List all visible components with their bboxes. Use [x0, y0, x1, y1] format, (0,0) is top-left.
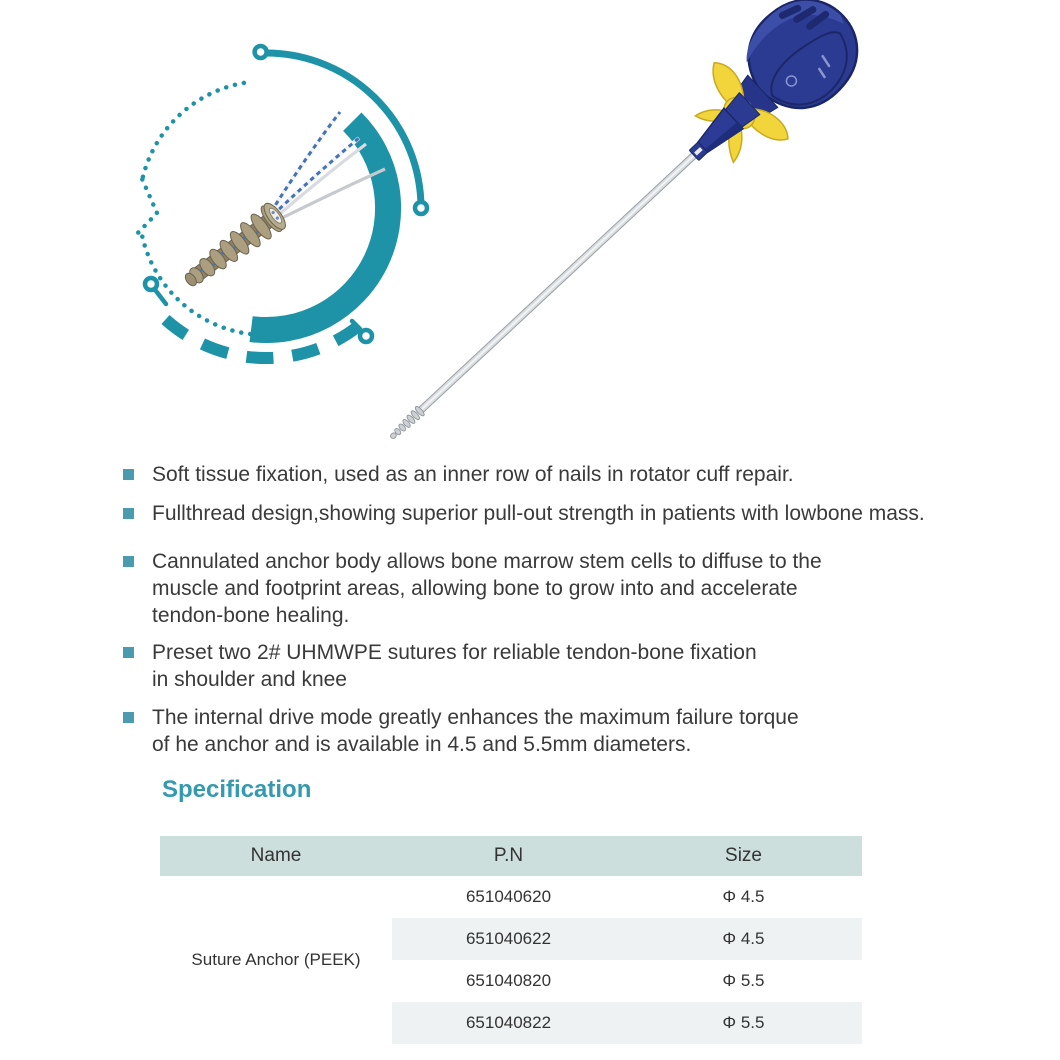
- product-name-cell: Suture Anchor (PEEK): [160, 876, 392, 1044]
- inserter-tool-image: [354, 0, 878, 470]
- header-cell-pn: P.N: [493, 845, 524, 866]
- feature-item: [123, 500, 1043, 527]
- suture-anchor-image: [178, 200, 289, 295]
- pn-cell: 651040622: [465, 929, 552, 948]
- feature-item: [123, 639, 1043, 693]
- feature-item: [123, 704, 1043, 758]
- pn-cell: 651040822: [465, 1013, 552, 1032]
- feature-line: Preset two 2# UHMWPE sutures for reliable tendon-bone fixation: [152, 641, 757, 664]
- bullet-square-icon: [123, 712, 134, 723]
- feature-line: Cannulated anchor body allows bone marrow stem cells to diffuse to the: [152, 550, 822, 573]
- table-row: [392, 876, 862, 918]
- dotted-arc: [142, 83, 244, 179]
- specification-title: Specification: [162, 776, 312, 803]
- feature-line: The internal drive mode greatly enhances the maximum failure torque: [152, 706, 799, 729]
- node-ring-left: [145, 278, 157, 290]
- node-ring-right: [415, 202, 427, 214]
- table-header: [160, 836, 862, 876]
- pn-cell: 651040620: [465, 887, 552, 906]
- dotted-notch: [135, 179, 157, 236]
- feature-item: [123, 548, 1043, 629]
- node-stub-left: [156, 291, 166, 304]
- feature-line: Soft tissue fixation, used as an inner row of nails in rotator cuff repair.: [152, 463, 794, 486]
- circle-motif: [135, 46, 427, 358]
- feature-line: of he anchor and is available in 4.5 and 5.5mm diameters.: [152, 733, 692, 756]
- feature-list: [123, 461, 1043, 758]
- size-cell: Φ 4.5: [722, 887, 765, 906]
- tool-shaft-highlight: [421, 149, 702, 411]
- bullet-square-icon: [123, 647, 134, 658]
- tool-tip-threads: [387, 405, 425, 442]
- size-cell: Φ 4.5: [722, 929, 765, 948]
- feature-line: in shoulder and knee: [152, 668, 347, 691]
- bullet-square-icon: [123, 508, 134, 519]
- feature-line: tendon-bone healing.: [152, 604, 350, 627]
- header-cell-name: Name: [250, 845, 302, 866]
- pn-cell: 651040820: [465, 971, 552, 990]
- header-cell-size: Size: [725, 845, 762, 866]
- hero-illustration: [0, 0, 1060, 470]
- feature-item: [123, 461, 1043, 488]
- table-rows: [392, 876, 862, 1044]
- table-row: [392, 918, 862, 960]
- bullet-square-icon: [123, 556, 134, 567]
- node-ring-top: [255, 46, 267, 58]
- node-ring-bottom: [360, 330, 372, 342]
- size-cell: Φ 5.5: [722, 971, 765, 990]
- bullet-square-icon: [123, 469, 134, 480]
- table-body: [160, 876, 862, 1044]
- feature-line: Fullthread design,showing superior pull-out strength in patients with lowbone mass.: [152, 502, 925, 525]
- feature-line: muscle and footprint areas, allowing bone to grow into and accelerate: [152, 577, 798, 600]
- table-row: [392, 960, 862, 1002]
- size-cell: Φ 5.5: [722, 1013, 765, 1032]
- table-row: [392, 1002, 862, 1044]
- spec-table: [160, 836, 862, 1044]
